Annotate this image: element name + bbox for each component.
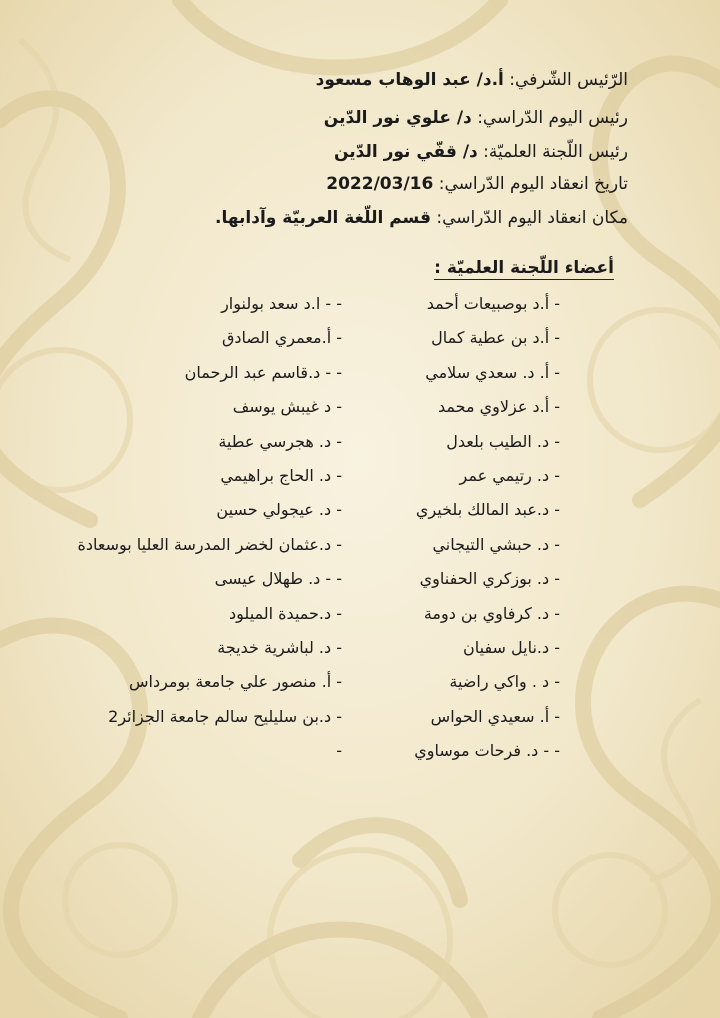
member-item: - د. الحاج براهيمي: [220, 465, 342, 485]
member-item: - د. هجرسي عطية: [218, 431, 342, 451]
member-item: - د . واكي راضية: [449, 672, 560, 692]
venue-label: مكان انعقاد اليوم الدّراسي:: [430, 208, 628, 228]
member-item: - أ. د. سعدي سلامي: [425, 362, 560, 382]
study-day-president-label: رئيس اليوم الدّراسي:: [471, 108, 628, 128]
date-label: تاريخ انعقاد اليوم الدّراسي:: [433, 174, 628, 194]
member-item: - د.نايل سفيان: [462, 637, 560, 657]
study-day-president-value: د/ علوي نور الدّين: [323, 108, 472, 128]
venue-line: [215, 206, 628, 230]
member-item: - د. بوزكري الحفناوي: [419, 569, 560, 589]
committee-members-heading: أعضاء اللّجنة العلميّة :: [434, 258, 614, 278]
date-line: [326, 172, 628, 196]
committee-president-label: رئيس اللّجنة العلميّة:: [477, 142, 628, 162]
committee-president-value: د/ قفّي نور الدّين: [333, 142, 478, 162]
member-item: - د. رتيمي عمر: [459, 465, 560, 485]
committee-president-line: [334, 140, 628, 164]
member-item: - أ. سعيدي الحواس: [430, 706, 560, 726]
date-value: 2022/03/16: [326, 174, 434, 194]
member-item: - أ. منصور علي جامعة بومرداس: [128, 672, 342, 692]
member-item: - د. عيجولي حسين: [216, 500, 342, 520]
member-item: - د. حبشي التيجاني: [432, 534, 560, 554]
honorary-president-label: الرّئيس الشّرفي:: [503, 70, 628, 90]
member-item: - - د. طهلال عيسى: [214, 569, 342, 589]
member-item: - د.حميدة الميلود: [229, 603, 342, 623]
member-item: - د.عثمان لخضر المدرسة العليا بوسعادة: [77, 534, 342, 554]
honorary-president-line: [316, 68, 628, 92]
member-item: - - د.قاسم عبد الرحمان: [184, 362, 342, 382]
committee-right-column: [414, 292, 560, 773]
member-item: - أ.معمري الصادق: [222, 328, 342, 348]
member-item: - د. لباشرية خديجة: [217, 637, 342, 657]
member-item: - د.بن سليليح سالم جامعة الجزائر2: [108, 706, 342, 726]
member-item: - أ.د بوصبيعات أحمد: [426, 294, 560, 313]
member-item: - د. كرفاوي بن دومة: [423, 603, 560, 623]
study-day-president-line: [324, 106, 628, 130]
member-item: -: [336, 741, 342, 761]
honorary-president-value: أ.د/ عبد الوهاب مسعود: [315, 70, 504, 90]
member-item: - - د. فرحات موساوي: [414, 741, 560, 761]
venue-value: قسم اللّغة العربيّة وآدابها.: [214, 208, 431, 228]
member-item: - د.عبد المالك بلخيري: [415, 500, 560, 520]
member-item: - أ.د عزلاوي محمد: [438, 397, 560, 417]
member-item: - أ.د بن عطية كمال: [431, 328, 560, 348]
member-item: - د. الطيب بلعدل: [446, 431, 560, 451]
member-item: - د غيبش يوسف: [232, 397, 342, 417]
member-item: - - ا.د سعد بولنوار: [221, 294, 342, 313]
committee-left-column: [77, 292, 342, 773]
